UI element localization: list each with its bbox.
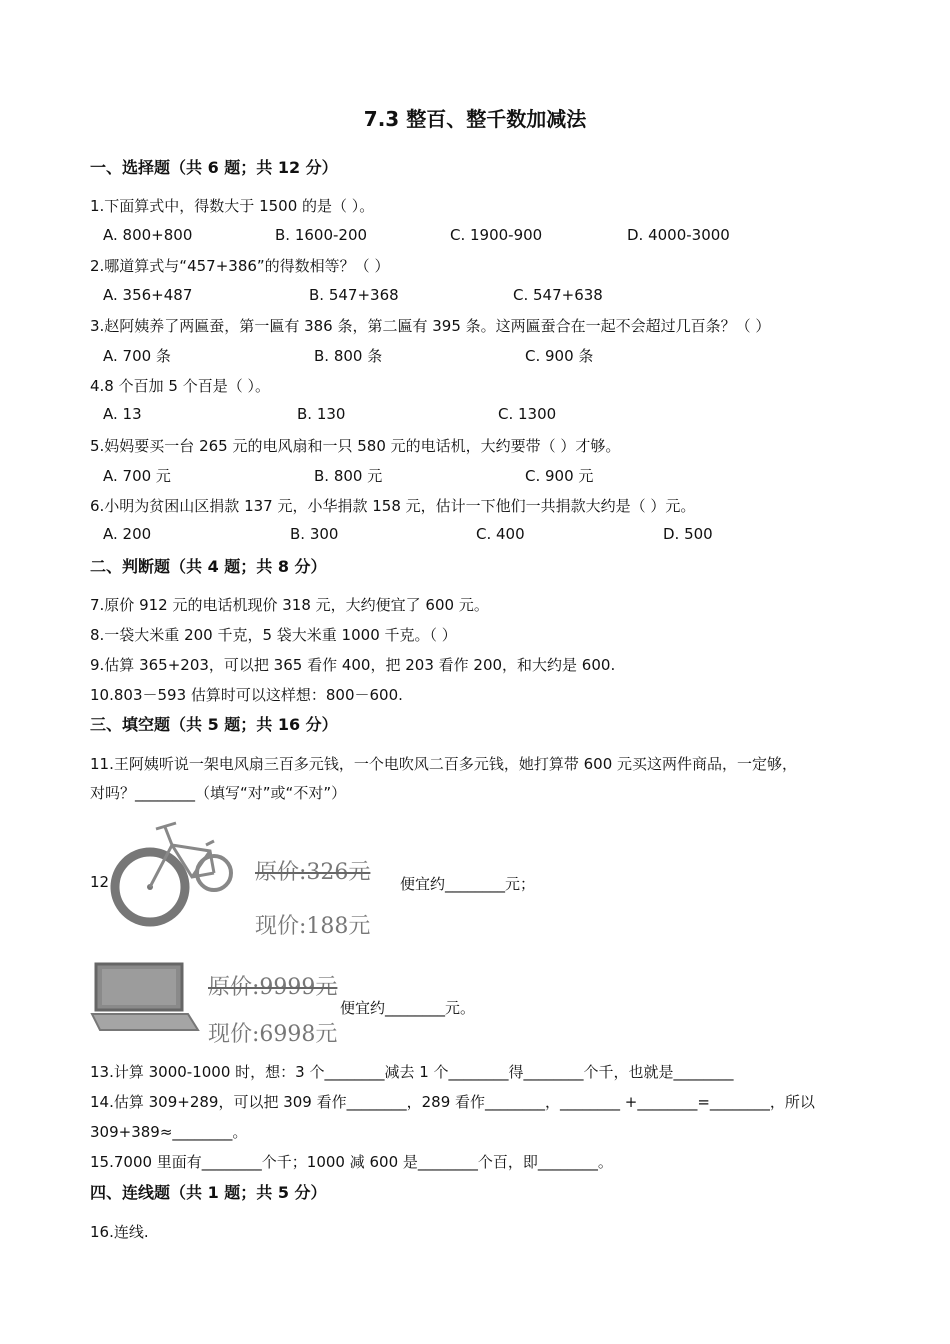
q2-option-b: B. 547+368 [309, 286, 399, 304]
question-14-line1: 14.估算 309+289，可以把 309 看作________，289 看作________，________ +________=________，所以 [90, 1093, 815, 1111]
q5-option-a: A. 700 元 [103, 467, 171, 485]
question-11-line2: 对吗？________（填写“对”或“不对”） [90, 784, 347, 802]
q1-option-c: C. 1900-900 [450, 226, 543, 244]
q6-option-d: D. 500 [663, 525, 713, 543]
section-heading-judge: 二、判断题（共 4 题；共 8 分） [90, 557, 327, 576]
section-heading-fill: 三、填空题（共 5 题；共 16 分） [90, 715, 338, 734]
question-14-line2: 309+389≈________。 [90, 1123, 248, 1141]
question-15: 15.7000 里面有________个千；1000 减 600 是________个百，即________。 [90, 1153, 613, 1171]
laptop-current-price: 现价:6998元 [208, 1022, 338, 1047]
q5-option-b: B. 800 元 [314, 467, 383, 485]
laptop-original-price [208, 970, 337, 1001]
question-6: 6.小明为贫困山区捐款 137 元，小华捐款 158 元，估计一下他们一共捐款大约是（ ）元。 [90, 497, 696, 515]
laptop-image [90, 960, 200, 1040]
laptop-discount-blank: 便宜约________元。 [340, 999, 476, 1017]
bicycle-current-price: 现价:188元 [255, 914, 371, 939]
question-2: 2.哪道算式与“457+386”的得数相等？（ ） [90, 257, 390, 275]
q1-option-a: A. 800+800 [103, 226, 193, 244]
question-7: 7.原价 912 元的电话机现价 318 元，大约便宜了 600 元。 [90, 596, 489, 614]
question-8: 8.一袋大米重 200 千克，5 袋大米重 1000 千克。（ ） [90, 626, 457, 644]
q3-option-b: B. 800 条 [314, 347, 383, 365]
q5-option-c: C. 900 元 [525, 467, 594, 485]
question-11-line1: 11.王阿姨听说一架电风扇三百多元钱，一个电吹风二百多元钱，她打算带 600 元买这两件商品，一定够， [90, 755, 798, 773]
section-heading-match: 四、连线题（共 1 题；共 5 分） [90, 1183, 327, 1202]
bicycle-original-price [255, 855, 370, 886]
bicycle-image [110, 815, 235, 930]
question-12-number: 12. [90, 873, 114, 891]
q6-option-b: B. 300 [290, 525, 339, 543]
question-10: 10.803－593 估算时可以这样想：800－600. [90, 686, 403, 704]
q6-option-a: A. 200 [103, 525, 152, 543]
q4-option-a: A. 13 [103, 405, 142, 423]
laptop-keyboard [92, 1014, 198, 1030]
question-9: 9.估算 365+203，可以把 365 看作 400，把 203 看作 200，和大约是 600. [90, 656, 616, 674]
laptop-original-price-text: 原价:9999元 [208, 975, 338, 1000]
question-5: 5.妈妈要买一台 265 元的电风扇和一只 580 元的电话机，大约要带（ ）才够。 [90, 437, 621, 455]
question-4: 4.8 个百加 5 个百是（ ）。 [90, 377, 270, 395]
question-3: 3.赵阿姨养了两匾蚕，第一匾有 386 条，第二匾有 395 条。这两匾蚕合在一起不会超过几百条？（ ） [90, 317, 771, 335]
bicycle-original-price-text: 原价:326元 [255, 860, 371, 885]
q1-option-d: D. 4000-3000 [627, 226, 730, 244]
question-1: 1.下面算式中，得数大于 1500 的是（ ）。 [90, 197, 375, 215]
question-13: 13.计算 3000-1000 时，想：3 个________减去 1 个________得________个千，也就是________ [90, 1063, 734, 1081]
q3-option-c: C. 900 条 [525, 347, 594, 365]
q1-option-b: B. 1600-200 [275, 226, 368, 244]
q4-option-c: C. 1300 [498, 405, 557, 423]
question-16: 16.连线. [90, 1223, 149, 1241]
bicycle-discount-blank: 便宜约________元； [400, 875, 536, 893]
q3-option-a: A. 700 条 [103, 347, 171, 365]
q2-option-a: A. 356+487 [103, 286, 193, 304]
page-title: 7.3 整百、整千数加减法 [363, 107, 587, 131]
q2-option-c: C. 547+638 [513, 286, 603, 304]
section-heading-choice: 一、选择题（共 6 题；共 12 分） [90, 158, 338, 177]
q4-option-b: B. 130 [297, 405, 346, 423]
q6-option-c: C. 400 [476, 525, 525, 543]
